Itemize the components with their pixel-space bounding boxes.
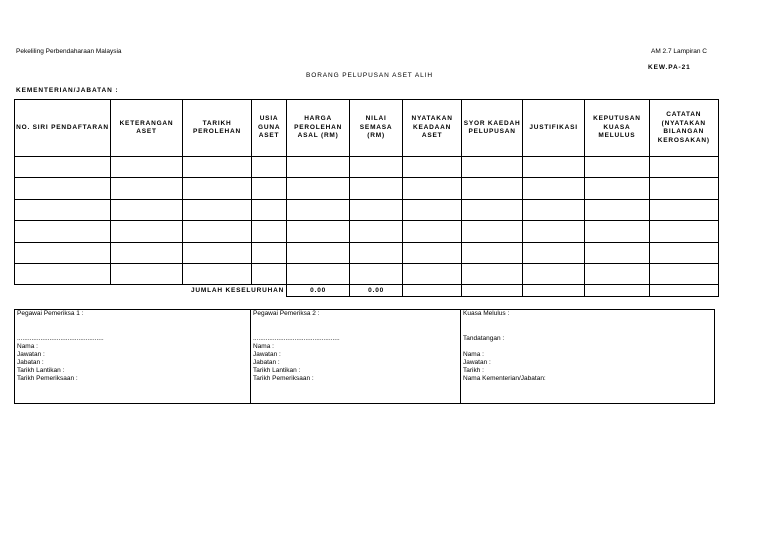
ministry-label: KEMENTERIAN/JABATAN : [16, 87, 119, 94]
pemeriksa2-box [251, 310, 461, 404]
col-harga: HARGA PEROLEHAN ASAL (RM) [287, 100, 350, 157]
cell[interactable] [350, 242, 403, 263]
total-harga: 0.00 [287, 285, 350, 297]
kuasa-heading: Kuasa Melulus : [463, 310, 510, 317]
cell [649, 285, 718, 297]
pemeriksa1-heading: Pegawai Pemeriksa 1 : [17, 310, 84, 317]
cell[interactable] [350, 221, 403, 242]
kuasa-nama: Nama : [463, 351, 484, 358]
cell[interactable] [15, 178, 111, 199]
pemeriksa1-tarikh-lantikan: Tarikh Lantikan : [17, 367, 65, 374]
cell[interactable] [111, 178, 183, 199]
col-catatan: CATATAN (NYATAKAN BILANGAN KEROSAKAN) [649, 100, 718, 157]
cell[interactable] [252, 263, 287, 284]
cell[interactable] [111, 157, 183, 178]
cell[interactable] [252, 242, 287, 263]
table-row [15, 221, 719, 242]
pemeriksa2-signature-line[interactable]: ................................................ [253, 335, 340, 342]
cell[interactable] [649, 178, 718, 199]
col-keputusan: KEPUTUSAN KUASA MELULUS [585, 100, 650, 157]
cell[interactable] [287, 263, 350, 284]
cell[interactable] [649, 242, 718, 263]
cell [585, 285, 650, 297]
cell[interactable] [523, 242, 585, 263]
cell[interactable] [523, 157, 585, 178]
col-tarikh: TARIKH PEROLEHAN [183, 100, 252, 157]
cell[interactable] [585, 263, 650, 284]
table-row [15, 157, 719, 178]
cell[interactable] [462, 178, 523, 199]
cell[interactable] [252, 199, 287, 220]
table-row [15, 263, 719, 284]
table-row [15, 242, 719, 263]
table-row [15, 178, 719, 199]
cell[interactable] [15, 263, 111, 284]
cell[interactable] [585, 157, 650, 178]
cell[interactable] [585, 178, 650, 199]
cell[interactable] [350, 199, 403, 220]
asset-disposal-table [14, 99, 719, 297]
cell[interactable] [462, 157, 523, 178]
cell[interactable] [523, 263, 585, 284]
pemeriksa2-jabatan: Jabatan : [253, 359, 280, 366]
cell[interactable] [462, 199, 523, 220]
cell[interactable] [287, 242, 350, 263]
pemeriksa2-heading: Pegawai Pemeriksa 2 : [253, 310, 320, 317]
cell[interactable] [287, 221, 350, 242]
cell[interactable] [350, 263, 403, 284]
col-no-siri: NO. SIRI PENDAFTARAN [15, 100, 111, 157]
col-usia: USIA GUNA ASET [252, 100, 287, 157]
cell[interactable] [252, 221, 287, 242]
pemeriksa2-jawatan: Jawatan : [253, 351, 281, 358]
cell[interactable] [462, 242, 523, 263]
cell [403, 285, 462, 297]
kuasa-tarikh: Tarikh : [463, 367, 484, 374]
pemeriksa2-tarikh-lantikan: Tarikh Lantikan : [253, 367, 301, 374]
kuasa-jawatan: Jawatan : [463, 359, 491, 366]
signature-section [14, 309, 715, 404]
pemeriksa1-tarikh-pemeriksaan: Tarikh Pemeriksaan : [17, 375, 78, 382]
cell[interactable] [350, 157, 403, 178]
pemeriksa2-nama: Nama : [253, 343, 274, 350]
cell[interactable] [649, 221, 718, 242]
circular-reference: Pekeliling Perbendaharaan Malaysia [16, 48, 122, 55]
cell[interactable] [649, 263, 718, 284]
pemeriksa1-box [15, 310, 251, 404]
col-keterangan: KETERANGAN ASET [111, 100, 183, 157]
cell[interactable] [523, 199, 585, 220]
cell[interactable] [403, 221, 462, 242]
kuasa-melulus-box [461, 310, 715, 404]
cell[interactable] [183, 199, 252, 220]
kuasa-tandatangan[interactable]: Tandatangan : [463, 335, 505, 342]
pemeriksa1-jabatan: Jabatan : [17, 359, 44, 366]
cell[interactable] [15, 199, 111, 220]
cell[interactable] [287, 157, 350, 178]
cell[interactable] [462, 221, 523, 242]
col-justifikasi: JUSTIFIKASI [523, 100, 585, 157]
cell[interactable] [523, 221, 585, 242]
pemeriksa1-signature-line[interactable]: ................................................ [17, 335, 104, 342]
cell[interactable] [15, 242, 111, 263]
cell[interactable] [15, 157, 111, 178]
col-nilai: NILAI SEMASA (RM) [350, 100, 403, 157]
col-syor: SYOR KAEDAH PELUPUSAN [462, 100, 523, 157]
cell[interactable] [111, 242, 183, 263]
pemeriksa1-jawatan: Jawatan : [17, 351, 45, 358]
cell[interactable] [183, 157, 252, 178]
cell[interactable] [183, 178, 252, 199]
total-row [15, 285, 719, 297]
cell[interactable] [649, 199, 718, 220]
cell[interactable] [585, 221, 650, 242]
cell[interactable] [183, 221, 252, 242]
cell[interactable] [183, 263, 252, 284]
cell[interactable] [403, 178, 462, 199]
cell[interactable] [183, 242, 252, 263]
cell[interactable] [111, 263, 183, 284]
kuasa-kementerian: Nama Kementerian/Jabatan: [463, 375, 546, 382]
cell [523, 285, 585, 297]
cell[interactable] [252, 157, 287, 178]
cell[interactable] [15, 221, 111, 242]
cell[interactable] [462, 263, 523, 284]
cell[interactable] [403, 263, 462, 284]
cell[interactable] [403, 242, 462, 263]
appendix-reference: AM 2.7 Lampiran C [651, 48, 707, 55]
cell[interactable] [111, 199, 183, 220]
table-header-row [15, 100, 719, 157]
pemeriksa1-nama: Nama : [17, 343, 38, 350]
cell[interactable] [287, 199, 350, 220]
cell[interactable] [350, 178, 403, 199]
cell[interactable] [585, 242, 650, 263]
cell [462, 285, 523, 297]
cell[interactable] [403, 157, 462, 178]
total-label: JUMLAH KESELURUHAN [15, 285, 287, 297]
cell[interactable] [111, 221, 183, 242]
cell[interactable] [585, 199, 650, 220]
cell[interactable] [252, 178, 287, 199]
col-keadaan: NYATAKAN KEADAAN ASET [403, 100, 462, 157]
cell[interactable] [523, 178, 585, 199]
total-nilai: 0.00 [350, 285, 403, 297]
cell[interactable] [287, 178, 350, 199]
table-row [15, 199, 719, 220]
cell[interactable] [403, 199, 462, 220]
page-title: BORANG PELUPUSAN ASET ALIH [306, 72, 433, 79]
cell[interactable] [649, 157, 718, 178]
pemeriksa2-tarikh-pemeriksaan: Tarikh Pemeriksaan : [253, 375, 314, 382]
form-code: KEW.PA-21 [648, 64, 691, 71]
